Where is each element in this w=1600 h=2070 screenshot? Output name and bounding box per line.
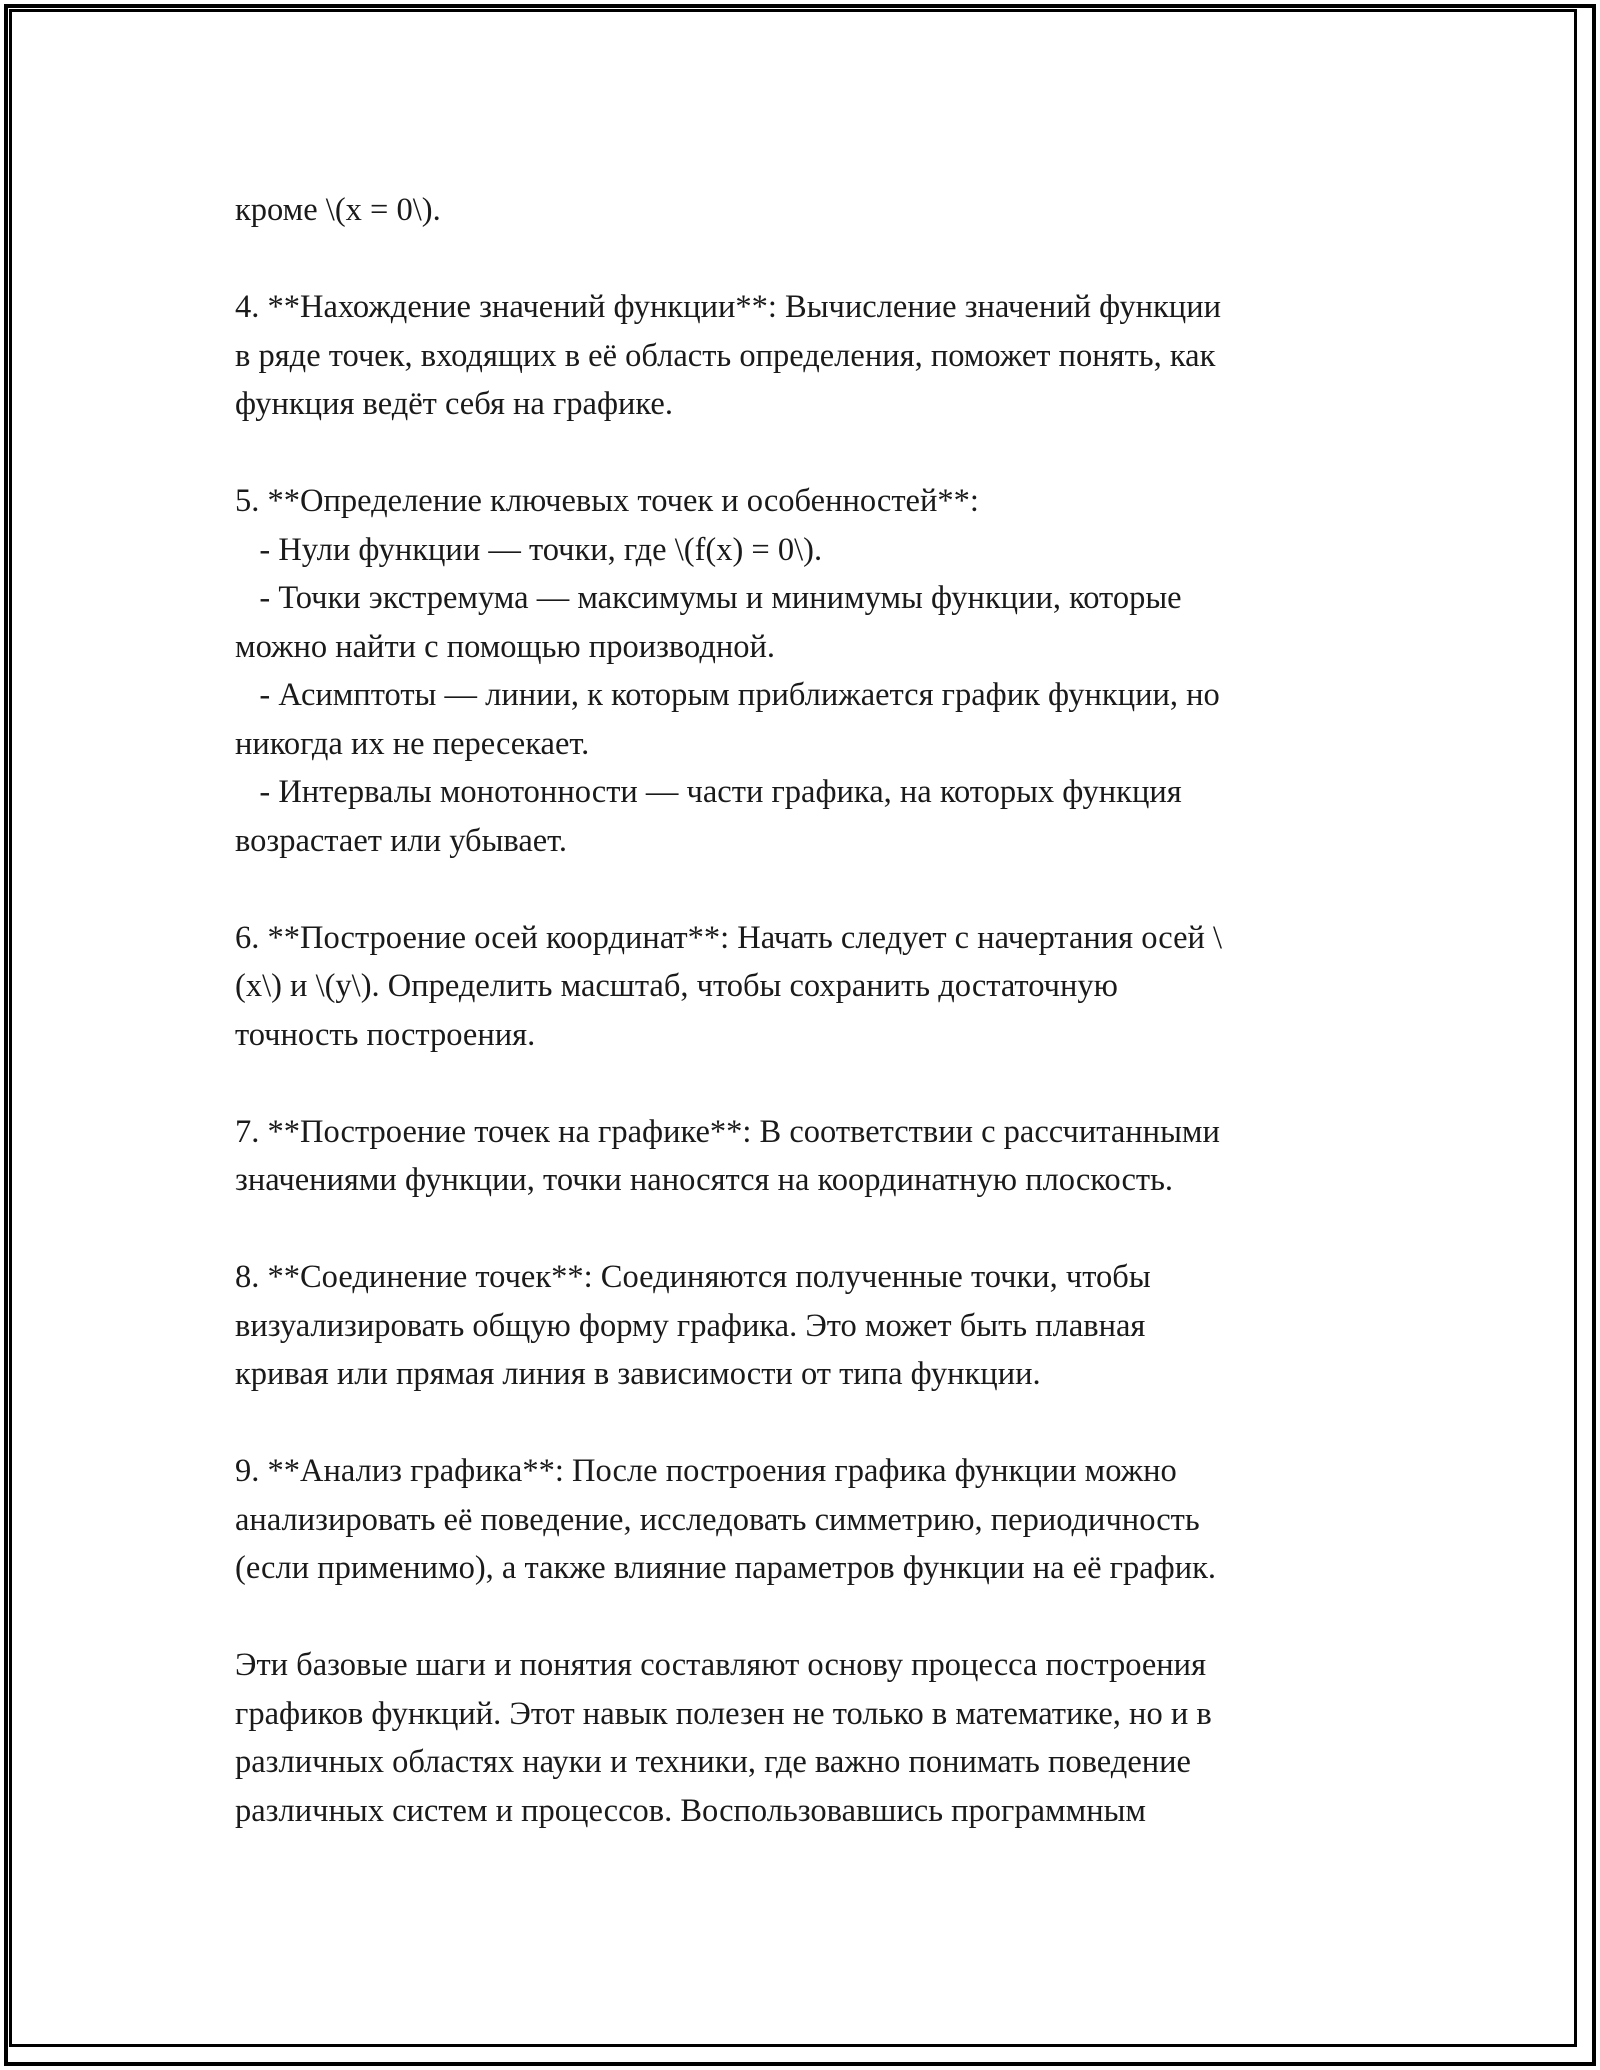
paragraph — [235, 1253, 1365, 1399]
text-line: (x\) и \(y\). Определить масштаб, чтобы сохранить достаточную — [235, 968, 1118, 1004]
text-line: 6. **Построение осей координат**: Начать следует с начертания осей \ — [235, 919, 1223, 956]
paragraph — [235, 186, 1365, 235]
text-line: - Асимптоты — линии, к которым приближается график функции, но — [235, 677, 1220, 713]
text-line: никогда их не пересекает. — [235, 725, 590, 762]
text-line: кривая или прямая линия в зависимости от типа функции. — [235, 1356, 1041, 1392]
text-line: значениями функции, точки наносятся на координатную плоскость. — [235, 1162, 1174, 1198]
paragraph — [235, 1447, 1365, 1593]
text-line: 5. **Определение ключевых точек и особенностей**: — [235, 483, 979, 519]
paragraph — [235, 283, 1365, 429]
paragraph — [235, 1108, 1365, 1205]
text-line: возрастает или убывает. — [235, 822, 568, 859]
text-line: 8. **Соединение точек**: Соединяются полученные точки, чтобы — [235, 1259, 1151, 1295]
text-line: анализировать её поведение, исследовать симметрию, периодичность — [235, 1501, 1200, 1538]
text-line: можно найти с помощью производной. — [235, 628, 776, 665]
text-line: - Нули функции — точки, где \(f(x) = 0\). — [235, 531, 823, 568]
paragraph — [235, 914, 1365, 1060]
text-line: различных областях науки и техники, где важно понимать поведение — [235, 1744, 1191, 1780]
paragraph — [235, 477, 1365, 865]
text-line: различных систем и процессов. Воспользовавшись программным — [235, 1792, 1146, 1829]
text-line: визуализировать общую форму графика. Это может быть плавная — [235, 1307, 1146, 1344]
text-line: 9. **Анализ графика**: После построения графика функции можно — [235, 1453, 1177, 1489]
text-line: точность построения. — [235, 1016, 536, 1053]
text-line: 4. **Нахождение значений функции**: Вычисление значений функции — [235, 289, 1221, 325]
text-line: 7. **Построение точек на графике**: В соответствии с рассчитанными — [235, 1113, 1220, 1150]
text-line: - Точки экстремума — максимумы и минимумы функции, которые — [235, 580, 1182, 616]
text-line: - Интервалы монотонности — части графика, на которых функция — [235, 774, 1182, 810]
document-body — [235, 186, 1365, 1835]
paragraph — [235, 1641, 1365, 1835]
text-line: функция ведёт себя на графике. — [235, 386, 673, 422]
text-line: (если применимо), а также влияние параметров функции на её график. — [235, 1550, 1216, 1586]
text-line: в ряде точек, входящих в её область определения, поможет понять, как — [235, 337, 1216, 374]
text-line: Эти базовые шаги и понятия составляют основу процесса построения — [235, 1647, 1207, 1683]
text-line: графиков функций. Этот навык полезен не только в математике, но и в — [235, 1695, 1212, 1732]
text-line: кроме \(x = 0\). — [235, 192, 441, 228]
